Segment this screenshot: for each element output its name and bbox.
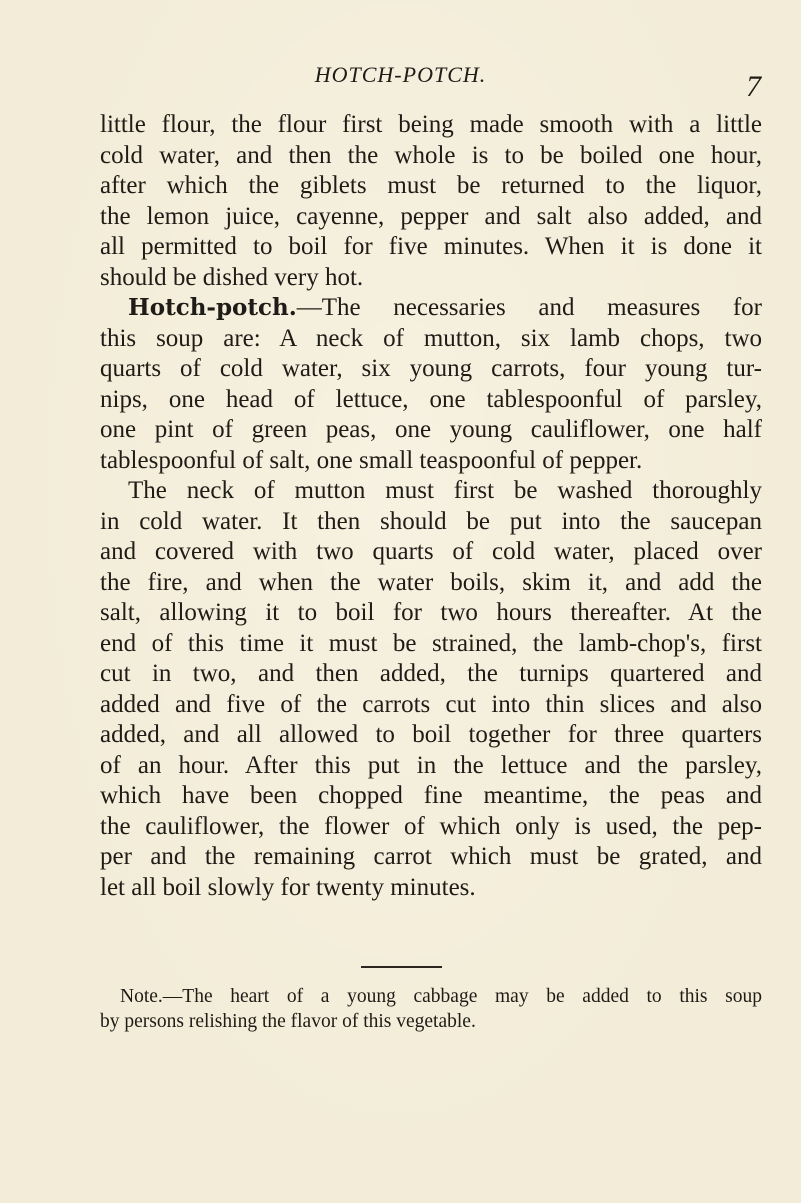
paragraph-3-line: the fire, and when the water boils, skim it, and add the bbox=[100, 568, 762, 596]
paragraph-1-line: after which the giblets must be returned to the liquor, bbox=[100, 172, 762, 199]
paragraph-2-line: tablespoonful of salt, one small teaspoonful of pepper. bbox=[100, 446, 643, 474]
recipe-text bbox=[100, 110, 762, 903]
paragraph-1-line: should be dished very hot. bbox=[100, 263, 364, 291]
footnote-line: Note.—The heart of a young cabbage may be added to this soup bbox=[120, 986, 762, 1007]
paragraph-3-line: end of this time it must be strained, the lamb-chop's, first bbox=[100, 629, 762, 657]
paragraph-3-line: cut in two, and then added, the turnips quartered and bbox=[100, 660, 762, 687]
paragraph-2-first-line bbox=[100, 293, 762, 324]
paragraph-3-line: added and five of the carrots cut into thin slices and also bbox=[100, 690, 762, 718]
paragraph-3-line: added, and all allowed to boil together for three quarters bbox=[100, 721, 762, 748]
paragraph-1-line: little flour, the flour first being made smooth with a little bbox=[100, 111, 762, 138]
page-number: 7 bbox=[746, 70, 761, 103]
paragraph-3-line: The neck of mutton must first be washed thoroughly bbox=[128, 477, 762, 504]
paragraph-1-line: all permitted to boil for five minutes. When it is done it bbox=[100, 233, 762, 260]
paragraph-3-line: which have been chopped fine meantime, the peas and bbox=[100, 782, 762, 809]
paragraph-3-line: the cauliflower, the flower of which only is used, the pep- bbox=[100, 812, 762, 840]
paragraph-3-line: of an hour. After this put in the lettuce and the parsley, bbox=[100, 751, 762, 779]
section-heading-hotch-potch: Hotch-potch. bbox=[128, 294, 297, 321]
footnote-line: by persons relishing the flavor of this vegetable. bbox=[100, 1011, 476, 1032]
section-divider-rule bbox=[361, 966, 442, 968]
paragraph-1-line: cold water, and then the whole is to be boiled one hour, bbox=[100, 141, 762, 169]
paragraph-2-line: this soup are: A neck of mutton, six lamb chops, two bbox=[100, 324, 762, 352]
paragraph-3-line: salt, allowing it to boil for two hours thereafter. At the bbox=[100, 599, 762, 626]
paragraph-3-line: in cold water. It then should be put into the saucepan bbox=[100, 507, 762, 535]
running-title: HOTCH-POTCH. bbox=[314, 62, 487, 87]
paragraph-2-line: nips, one head of lettuce, one tablespoonful of parsley, bbox=[100, 385, 762, 413]
paragraph-2-first-rest: —The necessaries and measures for bbox=[296, 294, 762, 321]
paragraph-3-line: let all boil slowly for twenty minutes. bbox=[100, 873, 476, 901]
paragraph-2-line: one pint of green peas, one young cauliflower, one half bbox=[100, 416, 762, 443]
paragraph-1-line: the lemon juice, cayenne, pepper and salt also added, and bbox=[100, 202, 762, 230]
paragraph-2-line: quarts of cold water, six young carrots, four young tur- bbox=[100, 355, 762, 382]
footnote bbox=[100, 984, 762, 1034]
paragraph-3-line: and covered with two quarts of cold water, placed over bbox=[100, 538, 762, 565]
paragraph-3-line: per and the remaining carrot which must be grated, and bbox=[100, 843, 762, 870]
